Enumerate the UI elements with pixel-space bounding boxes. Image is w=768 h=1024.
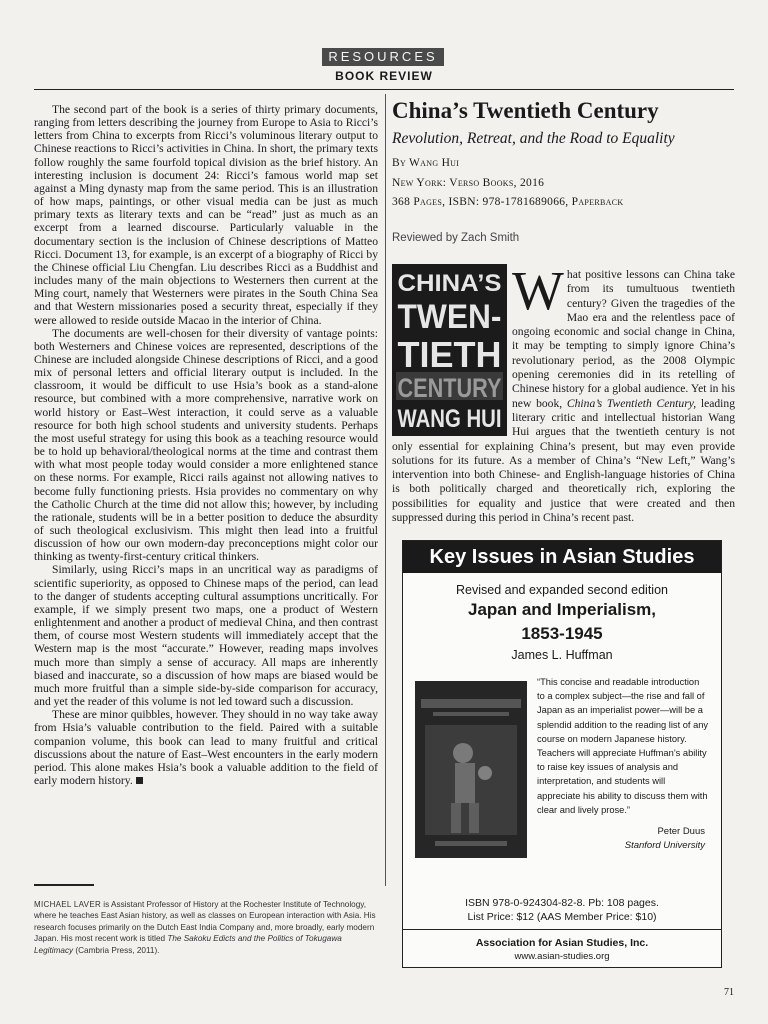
- left-column-text: [34, 103, 378, 787]
- review-text: hat positive lessons can China take from its tumultuous twentieth century? Given the tragedies of the Mao era and the relentless pace of ongoing economic and social change in China, it may be tempting to simply ignore China’s revolutionary period, as the 2008 Olympic opening ceremonies did in its retelling of Chinese history for a global audience. Yet in his new book,: [512, 268, 735, 410]
- cover-line: CHINA’S: [397, 270, 502, 297]
- drop-cap: W: [512, 260, 564, 321]
- section-label: RESOURCES: [322, 48, 444, 66]
- paragraph: Similarly, using Ricci’s maps in an uncritical way as paradigms of scientific superiority, as opposed to Chinese maps of the period, can lead to the danger of students accepting cultural assumptions uncritically. For example, if we simply present two maps, one a product of Western enlightenment and another a product of medieval China, and then contrast them, of course most Western students will immediately accept that the Western map is the most “accurate.” However, reading maps involves much more than simply a sense of accuracy. All maps are inherently biased and inaccurate, so a discussion of how maps are biased would be much more fruitful than a simple side-by-side comparison for accuracy, and yet the reader of this volume is not led toward such a discussion.: [34, 563, 378, 709]
- paragraph: The second part of the book is a series of thirty primary documents, ranging from letters describing the journey from Europe to Asia to Ricci’s letters from China to excerpts from Ricci’s voluminous literary output to Chinese reactions to Ricci’s activities in China. In short, the primary texts follow roughly the same fourfold topical division as the brief history. An interesting inclusion is document 24: Ricci’s famous world map set against a Ming dynasty map from the same period. This is an illustration of how maps, paintings, or other visual media can be just as much primary texts as literary texts and can be “read” just as much as an excerpt from a learned discourse. Particularly valuable in the documentary section is the inclusion of Chinese descriptions of Matteo Ricci. Document 13, for example, is an excerpt of a biography of Ricci by the Chinese official Liu Chengfan. Liu describes Ricci as a Buddhist and includes many of the main objections to Westerners then current at the Ming court, namely that Westerners were pirates in the South China Sea and that Western missionaries posed a security threat, especially if they were allowed to reside outside Macao in the interior of China.: [34, 103, 378, 327]
- ad-cover-art: [415, 681, 527, 858]
- ad-author: James L. Huffman: [511, 648, 613, 662]
- bio-text: is Assistant Professor of History at the Rochester Institute of Technology, where he teaches East Asian history, as well as classes on European interaction with Asia. His research focuses primarily on the Dutch East India Company and, more broadly, early modern Japan. His most recent work is titled: [34, 900, 376, 944]
- ad-banner: Key Issues in Asian Studies: [403, 541, 721, 573]
- page-number: 71: [724, 987, 734, 998]
- ad-quote-author: Peter Duus: [657, 826, 705, 837]
- review-subtitle: Revolution, Retreat, and the Road to Equality: [392, 130, 675, 147]
- paragraph: [34, 708, 378, 787]
- column-divider: [385, 94, 386, 886]
- review-text-cont: leading literary critic and intellectual historian Wang Hui argues that the twentieth century is not only essential for explaining China’s present, but may even provide solutions for its future. As a member of China’s “New Left,” Wang’s intervention into both Chinese- and English-language histories of China is both politically charged and theoretically rich, exploring the possibilities for equality and justice that were created and then suppressed during this period in China’s recent past.: [392, 396, 736, 525]
- cover-line: CENTURY: [397, 373, 502, 403]
- bio-rule: [34, 884, 94, 886]
- ad-isbn: ISBN 978-0-924304-82-8. Pb: 108 pages.: [465, 897, 659, 909]
- bio-name: MICHAEL LAVER: [34, 900, 102, 909]
- bio-work-title: The Sakoku Edicts and the Politics of Tokugawa Legitimacy: [34, 934, 342, 955]
- review-body: [392, 260, 736, 525]
- ad-title: Japan and Imperialism,: [467, 600, 656, 619]
- ad-price: List Price: $12 (AAS Member Price: $10): [467, 911, 657, 923]
- author-bio: [34, 899, 378, 956]
- ad-quote-affiliation: Stanford University: [624, 840, 705, 851]
- ad-title-years: 1853-1945: [521, 624, 603, 643]
- paragraph: The documents are well-chosen for their diversity of vantage points: both Westerners and Chinese voices are represented, descriptions of the Chinese are included alongside Chinese descriptions of Ricci, and a good mix of personal letters and official literary output is included. In the classroom, it would be difficult to use Hsia’s book as a stand-alone resource, but combined with a more comprehensive, narrative work on world history or East–West interaction, it could serve as a valuable resource for both high school students and university students. Perhaps the most useful strategy for using this book as a teaching resource would be to hold up behavioral/theological norms at the time and contrast them with what most people today would consider a more enlightened stance on these norms. For example, Ricci rails against not allowing natives to become fully functioning priests. Hsia provides no commentary on why the Catholic Church at the time did not allow this; however, by including the rationale, students will be in a better position to deduce the absurdity of such theological exclusivism. This might then lead into a fruitful discussion of how our own modern-day preconceptions might color our thinking as twenty-first-century critical thinkers.: [34, 326, 378, 564]
- ad-book-cover: [415, 681, 527, 858]
- cover-line: TIETH: [397, 334, 502, 375]
- cover-line: WANG HUI: [397, 405, 502, 433]
- header-rule: [34, 89, 734, 90]
- review-author: By Wang Hui: [392, 157, 460, 169]
- ad-url[interactable]: www.asian-studies.org: [514, 951, 610, 962]
- review-publisher: New York: Verso Books, 2016: [392, 177, 545, 189]
- ad-edition: Revised and expanded second edition: [456, 583, 668, 597]
- book-advertisement: [402, 540, 722, 968]
- review-title: China’s Twentieth Century: [392, 98, 659, 123]
- review-book-title: China’s Twentieth Century,: [566, 396, 697, 410]
- ad-organization: Association for Asian Studies, Inc.: [475, 937, 649, 949]
- reviewer: Reviewed by Zach Smith: [392, 232, 520, 244]
- bio-text-end: (Cambria Press, 2011).: [73, 945, 160, 955]
- ad-quote: “This concise and readable introduction to a complex subject—the rise and fall of Japan as an imperialist power—will be a splendid addition to the reading list of any course on modern Japanese history. Teachers will appreciate Huffman’s ability to raise key issues of analysis and interpretation, and students will appreciate his ability to discuss them with clear and lively prose.”: [537, 677, 709, 815]
- cover-spacer: [392, 268, 512, 438]
- subsection-label: BOOK REVIEW: [335, 69, 433, 83]
- end-mark-icon: [136, 777, 143, 784]
- ad-rule: [403, 929, 721, 930]
- cover-line: TWEN-: [397, 298, 502, 336]
- paragraph-text: These are minor quibbles, however. They should in no way take away from Hsia’s valuable contribution to the field. Paired with a suitable companion volume, this book can lead to many fruitful and critical discussions about the nature of East–West encounters in the early modern period. This alone makes Hsia’s book a valuable addition to the field of early modern history.: [34, 708, 378, 787]
- review-pages-isbn: 368 Pages, ISBN: 978-1781689066, Paperback: [392, 196, 624, 208]
